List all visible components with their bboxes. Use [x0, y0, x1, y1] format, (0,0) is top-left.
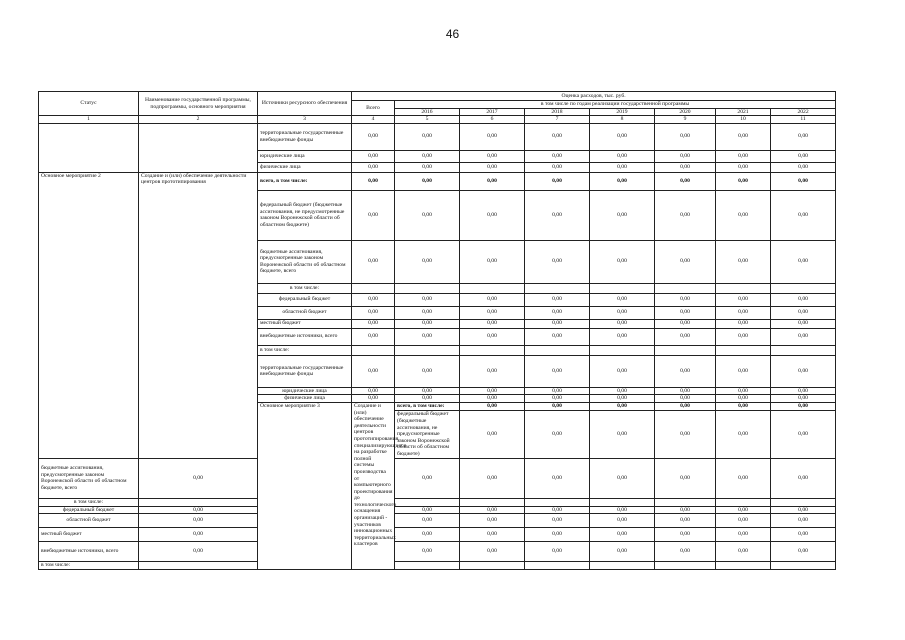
- source-cell: местный бюджет: [258, 319, 352, 328]
- source-cell: юридические лица: [258, 387, 352, 395]
- amount-cell: 0,00: [590, 387, 655, 395]
- table-row: [39, 498, 836, 506]
- amount-cell: 0,00: [771, 514, 836, 528]
- amount-cell: 0,00: [590, 395, 655, 403]
- status-cell-empty: [39, 123, 139, 172]
- table-row: [39, 506, 836, 514]
- source-cell: юридические лица: [258, 150, 352, 162]
- amount-cell: 0,00: [590, 542, 655, 562]
- amount-cell: 0,00: [525, 506, 590, 514]
- source-cell: физические лица: [258, 162, 352, 172]
- amount-cell: 0,00: [771, 410, 836, 458]
- amount-cell: 0,00: [460, 528, 525, 542]
- amount-cell: 0,00: [590, 528, 655, 542]
- amount-cell: 0,00: [590, 458, 655, 498]
- empty-cell: [460, 562, 525, 570]
- measure2-name: Создание и (или) обеспечение деятельности центров прототипирования: [139, 172, 258, 458]
- measure3-name: Создание и (или) обеспечение деятельности центров прототипирования, специализирующихся на разработке полной системы производства от компьютерного проектирования до технологического оснащения организаций - участников инновационных территориальных кластеров: [352, 402, 395, 569]
- amount-cell: 0,00: [590, 506, 655, 514]
- amount-cell: 0,00: [771, 328, 836, 345]
- amount-cell: 0,00: [655, 190, 716, 240]
- empty-cell: [716, 345, 771, 355]
- amount-cell: 0,00: [525, 514, 590, 528]
- amount-cell: 0,00: [352, 162, 395, 172]
- amount-cell: 0,00: [395, 514, 460, 528]
- amount-cell: 0,00: [590, 162, 655, 172]
- amount-cell: 0,00: [771, 150, 836, 162]
- empty-cell: [771, 562, 836, 570]
- amount-cell: 0,00: [460, 328, 525, 345]
- col-number: 3: [258, 116, 352, 124]
- amount-cell: 0,00: [716, 506, 771, 514]
- amount-cell: 0,00: [590, 402, 655, 410]
- amount-cell: 0,00: [716, 319, 771, 328]
- amount-cell: 0,00: [716, 172, 771, 190]
- empty-cell: [771, 283, 836, 293]
- amount-cell: 0,00: [525, 528, 590, 542]
- amount-cell: 0,00: [590, 514, 655, 528]
- amount-cell: 0,00: [716, 402, 771, 410]
- empty-cell: [395, 283, 460, 293]
- amount-cell: 0,00: [655, 162, 716, 172]
- amount-cell: 0,00: [395, 293, 460, 306]
- amount-cell: 0,00: [460, 355, 525, 387]
- amount-cell: 0,00: [352, 293, 395, 306]
- amount-cell: 0,00: [460, 162, 525, 172]
- amount-cell: 0,00: [352, 395, 395, 403]
- source-cell: в том числе:: [258, 345, 352, 355]
- empty-cell: [139, 562, 258, 570]
- amount-cell: 0,00: [460, 542, 525, 562]
- name-cell-empty: [139, 123, 258, 172]
- amount-cell: 0,00: [460, 410, 525, 458]
- empty-cell: [771, 345, 836, 355]
- amount-cell: 0,00: [525, 355, 590, 387]
- amount-cell: 0,00: [139, 542, 258, 562]
- amount-cell: 0,00: [352, 172, 395, 190]
- amount-cell: 0,00: [525, 328, 590, 345]
- amount-cell: 0,00: [395, 542, 460, 562]
- source-cell: федеральный бюджет (бюджетные ассигнования, не предусмотренные законом Воронежской области об областном бюджете): [258, 190, 352, 240]
- amount-cell: 0,00: [716, 542, 771, 562]
- amount-cell: 0,00: [716, 162, 771, 172]
- header-row: [39, 92, 836, 101]
- table-row: [39, 123, 836, 150]
- amount-cell: 0,00: [771, 172, 836, 190]
- amount-cell: 0,00: [352, 328, 395, 345]
- col-number: 5: [395, 116, 460, 124]
- year-cell: 2022: [771, 108, 836, 116]
- amount-cell: 0,00: [655, 328, 716, 345]
- empty-cell: [590, 345, 655, 355]
- empty-cell: [590, 498, 655, 506]
- amount-cell: 0,00: [655, 506, 716, 514]
- source-cell: всего, в том числе:: [395, 402, 460, 410]
- empty-cell: [352, 345, 395, 355]
- amount-cell: 0,00: [655, 542, 716, 562]
- source-cell: всего, в том числе:: [258, 172, 352, 190]
- amount-cell: 0,00: [590, 240, 655, 283]
- amount-cell: 0,00: [771, 319, 836, 328]
- source-cell: федеральный бюджет (бюджетные ассигнования, не предусмотренные законом Воронежской области об областном бюджете): [395, 410, 460, 458]
- col-number: 9: [655, 116, 716, 124]
- year-cell: 2021: [716, 108, 771, 116]
- amount-cell: 0,00: [352, 240, 395, 283]
- amount-cell: 0,00: [655, 306, 716, 319]
- amount-cell: 0,00: [590, 319, 655, 328]
- amount-cell: 0,00: [771, 306, 836, 319]
- amount-cell: 0,00: [655, 514, 716, 528]
- amount-cell: 0,00: [771, 162, 836, 172]
- amount-cell: 0,00: [716, 123, 771, 150]
- amount-cell: 0,00: [395, 190, 460, 240]
- col-number: 6: [460, 116, 525, 124]
- amount-cell: 0,00: [525, 190, 590, 240]
- year-cell: 2017: [460, 108, 525, 116]
- amount-cell: 0,00: [716, 528, 771, 542]
- amount-cell: 0,00: [655, 319, 716, 328]
- amount-cell: 0,00: [460, 123, 525, 150]
- amount-cell: 0,00: [655, 410, 716, 458]
- source-cell: федеральный бюджет: [39, 506, 139, 514]
- amount-cell: 0,00: [655, 172, 716, 190]
- amount-cell: 0,00: [655, 123, 716, 150]
- amount-cell: 0,00: [395, 458, 460, 498]
- amount-cell: 0,00: [525, 402, 590, 410]
- amount-cell: 0,00: [655, 387, 716, 395]
- amount-cell: 0,00: [525, 306, 590, 319]
- amount-cell: 0,00: [525, 319, 590, 328]
- amount-cell: 0,00: [460, 458, 525, 498]
- empty-cell: [590, 283, 655, 293]
- source-cell: внебюджетные источники, всего: [39, 542, 139, 562]
- amount-cell: 0,00: [655, 240, 716, 283]
- source-cell: территориальные государственные внебюджетные фонды: [258, 123, 352, 150]
- amount-cell: 0,00: [590, 150, 655, 162]
- empty-cell: [716, 562, 771, 570]
- amount-cell: 0,00: [771, 293, 836, 306]
- amount-cell: 0,00: [525, 240, 590, 283]
- amount-cell: 0,00: [655, 528, 716, 542]
- empty-cell: [771, 498, 836, 506]
- source-cell: внебюджетные источники, всего: [258, 328, 352, 345]
- col-number: 11: [771, 116, 836, 124]
- amount-cell: 0,00: [460, 240, 525, 283]
- amount-cell: 0,00: [716, 190, 771, 240]
- empty-cell: [460, 498, 525, 506]
- amount-cell: 0,00: [525, 150, 590, 162]
- amount-cell: 0,00: [395, 240, 460, 283]
- amount-cell: 0,00: [716, 240, 771, 283]
- amount-cell: 0,00: [395, 150, 460, 162]
- empty-cell: [460, 283, 525, 293]
- amount-cell: 0,00: [655, 395, 716, 403]
- amount-cell: 0,00: [460, 506, 525, 514]
- amount-cell: 0,00: [590, 328, 655, 345]
- amount-cell: 0,00: [460, 172, 525, 190]
- amount-cell: 0,00: [460, 319, 525, 328]
- source-cell: областной бюджет: [39, 514, 139, 528]
- amount-cell: 0,00: [771, 506, 836, 514]
- amount-cell: 0,00: [525, 293, 590, 306]
- amount-cell: 0,00: [655, 150, 716, 162]
- amount-cell: 0,00: [771, 355, 836, 387]
- year-cell: 2018: [525, 108, 590, 116]
- empty-cell: [139, 498, 258, 506]
- amount-cell: 0,00: [395, 328, 460, 345]
- amount-cell: 0,00: [525, 172, 590, 190]
- empty-cell: [395, 562, 460, 570]
- amount-cell: 0,00: [655, 402, 716, 410]
- amount-cell: 0,00: [771, 542, 836, 562]
- table-row: [39, 514, 836, 528]
- amount-cell: 0,00: [395, 387, 460, 395]
- amount-cell: 0,00: [395, 395, 460, 403]
- amount-cell: 0,00: [395, 528, 460, 542]
- source-cell: в том числе:: [258, 283, 352, 293]
- amount-cell: 0,00: [590, 355, 655, 387]
- source-cell: в том числе:: [39, 498, 139, 506]
- amount-cell: 0,00: [771, 528, 836, 542]
- empty-cell: [525, 283, 590, 293]
- page-number: 46: [445, 27, 460, 41]
- measure3-status: Основное мероприятие 3: [258, 402, 352, 569]
- amount-cell: 0,00: [771, 458, 836, 498]
- amount-cell: 0,00: [395, 319, 460, 328]
- amount-cell: 0,00: [716, 150, 771, 162]
- amount-cell: 0,00: [655, 293, 716, 306]
- amount-cell: 0,00: [460, 402, 525, 410]
- source-cell: бюджетные ассигнования, предусмотренные законом Воронежской области об областном бюджете, всего: [258, 240, 352, 283]
- amount-cell: 0,00: [395, 506, 460, 514]
- empty-cell: [460, 345, 525, 355]
- amount-cell: 0,00: [771, 240, 836, 283]
- col-number: 1: [39, 116, 139, 124]
- amount-cell: 0,00: [460, 387, 525, 395]
- empty-cell: [525, 345, 590, 355]
- amount-cell: 0,00: [395, 123, 460, 150]
- amount-cell: 0,00: [771, 402, 836, 410]
- amount-cell: 0,00: [716, 328, 771, 345]
- amount-cell: 0,00: [590, 293, 655, 306]
- amount-cell: 0,00: [395, 172, 460, 190]
- source-cell: бюджетные ассигнования, предусмотренные законом Воронежской области об областном бюджете, всего: [39, 458, 139, 498]
- empty-cell: [655, 498, 716, 506]
- amount-cell: 0,00: [352, 123, 395, 150]
- header-by-years: в том числе по годам реализации государственной программы: [395, 101, 836, 109]
- source-cell: местный бюджет: [39, 528, 139, 542]
- amount-cell: 0,00: [716, 458, 771, 498]
- source-cell: физические лица: [258, 395, 352, 403]
- amount-cell: 0,00: [352, 150, 395, 162]
- col-number: 10: [716, 116, 771, 124]
- empty-cell: [590, 562, 655, 570]
- header-estimate: Оценка расходов, тыс. руб.: [352, 92, 836, 101]
- header-program-name: Наименование государственной программы, подпрограммы, основного мероприятия: [139, 92, 258, 116]
- amount-cell: 0,00: [716, 387, 771, 395]
- empty-cell: [352, 283, 395, 293]
- source-cell: территориальные государственные внебюджетные фонды: [258, 355, 352, 387]
- empty-cell: [395, 498, 460, 506]
- measure2-status: Основное мероприятие 2: [39, 172, 139, 458]
- amount-cell: 0,00: [460, 306, 525, 319]
- empty-cell: [716, 498, 771, 506]
- header-sources: Источники ресурсного обеспечения: [258, 92, 352, 116]
- amount-cell: 0,00: [352, 319, 395, 328]
- amount-cell: 0,00: [655, 355, 716, 387]
- amount-cell: 0,00: [590, 306, 655, 319]
- table-row: [39, 542, 836, 562]
- empty-cell: [716, 283, 771, 293]
- col-number: 4: [352, 116, 395, 124]
- amount-cell: 0,00: [352, 190, 395, 240]
- header-total: Всего: [352, 101, 395, 116]
- amount-cell: 0,00: [716, 395, 771, 403]
- amount-cell: 0,00: [139, 506, 258, 514]
- amount-cell: 0,00: [460, 190, 525, 240]
- amount-cell: 0,00: [352, 387, 395, 395]
- amount-cell: 0,00: [716, 514, 771, 528]
- empty-cell: [655, 283, 716, 293]
- amount-cell: 0,00: [525, 395, 590, 403]
- amount-cell: 0,00: [525, 542, 590, 562]
- amount-cell: 0,00: [395, 306, 460, 319]
- empty-cell: [525, 562, 590, 570]
- amount-cell: 0,00: [771, 395, 836, 403]
- budget-table: [38, 91, 836, 570]
- amount-cell: 0,00: [590, 123, 655, 150]
- column-numbers-row: [39, 116, 836, 124]
- amount-cell: 0,00: [352, 355, 395, 387]
- source-cell: в том числе:: [39, 562, 139, 570]
- col-number: 2: [139, 116, 258, 124]
- amount-cell: 0,00: [352, 306, 395, 319]
- source-cell: федеральный бюджет: [258, 293, 352, 306]
- amount-cell: 0,00: [525, 162, 590, 172]
- amount-cell: 0,00: [590, 190, 655, 240]
- year-cell: 2019: [590, 108, 655, 116]
- amount-cell: 0,00: [771, 387, 836, 395]
- source-cell: областной бюджет: [258, 306, 352, 319]
- table-row: [39, 528, 836, 542]
- amount-cell: 0,00: [525, 123, 590, 150]
- table-row: [39, 172, 836, 190]
- amount-cell: 0,00: [460, 514, 525, 528]
- amount-cell: 0,00: [139, 528, 258, 542]
- amount-cell: 0,00: [395, 355, 460, 387]
- amount-cell: 0,00: [139, 458, 258, 498]
- header-status: Статус: [39, 92, 139, 116]
- amount-cell: 0,00: [525, 387, 590, 395]
- amount-cell: 0,00: [716, 293, 771, 306]
- amount-cell: 0,00: [771, 123, 836, 150]
- amount-cell: 0,00: [771, 190, 836, 240]
- table-row: [39, 562, 836, 570]
- empty-cell: [655, 345, 716, 355]
- amount-cell: 0,00: [590, 410, 655, 458]
- year-cell: 2020: [655, 108, 716, 116]
- col-number: 7: [525, 116, 590, 124]
- empty-cell: [655, 562, 716, 570]
- amount-cell: 0,00: [655, 458, 716, 498]
- year-cell: 2016: [395, 108, 460, 116]
- empty-cell: [395, 345, 460, 355]
- amount-cell: 0,00: [395, 162, 460, 172]
- amount-cell: 0,00: [139, 514, 258, 528]
- amount-cell: 0,00: [590, 172, 655, 190]
- amount-cell: 0,00: [716, 410, 771, 458]
- amount-cell: 0,00: [460, 150, 525, 162]
- amount-cell: 0,00: [525, 458, 590, 498]
- table-row: [39, 458, 836, 498]
- amount-cell: 0,00: [525, 410, 590, 458]
- amount-cell: 0,00: [460, 293, 525, 306]
- amount-cell: 0,00: [716, 355, 771, 387]
- empty-cell: [525, 498, 590, 506]
- amount-cell: 0,00: [460, 395, 525, 403]
- amount-cell: 0,00: [716, 306, 771, 319]
- col-number: 8: [590, 116, 655, 124]
